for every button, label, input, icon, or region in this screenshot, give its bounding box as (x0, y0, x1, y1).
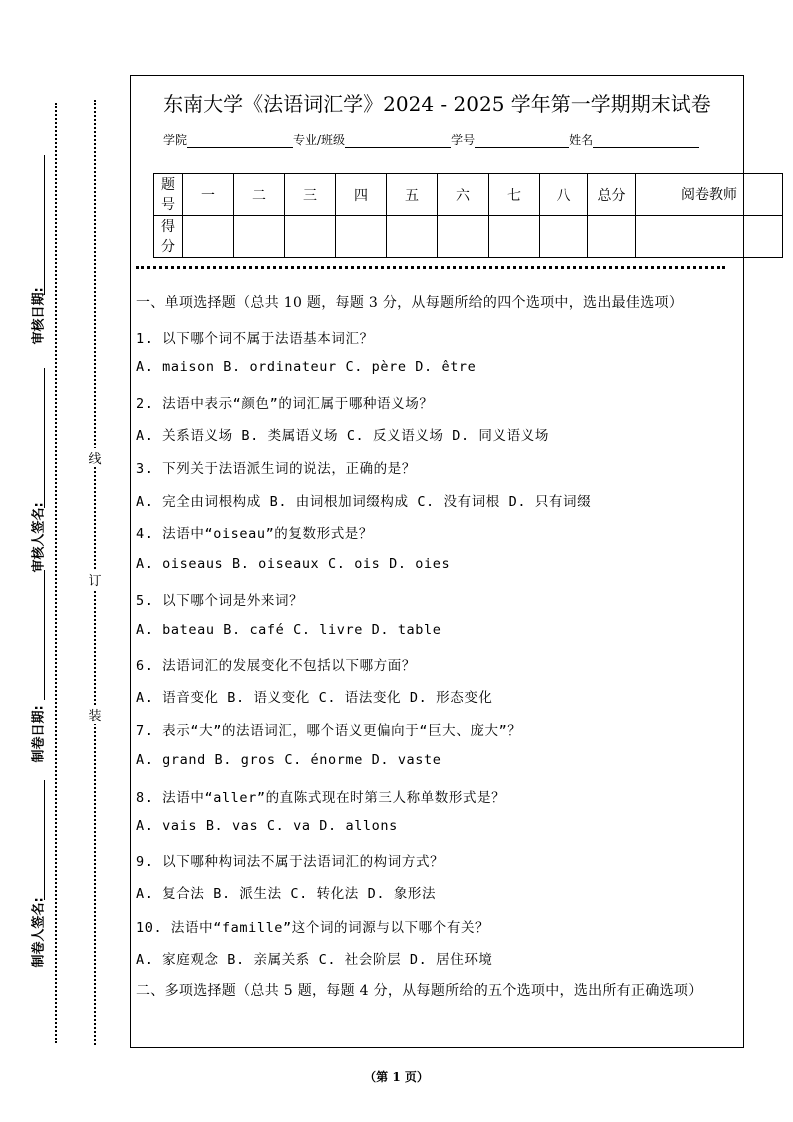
review-date-line (44, 155, 45, 295)
question-4: 4. 法语中“oiseau”的复数形式是？ (136, 526, 374, 542)
binding-char-bind: 订 (86, 570, 104, 589)
exam-date-label: 制卷日期: (31, 705, 47, 763)
question-3: 3. 下列关于法语派生词的说法，正确的是？ (136, 461, 416, 477)
section2-title: 二、多项选择题（总共 5 题，每题 4 分，从每题所给的五个选项中，选出所有正确选项） (136, 983, 703, 999)
score-cell-4[interactable] (336, 216, 387, 258)
student-id-field[interactable] (475, 133, 569, 148)
header-cell-5: 五 (387, 174, 438, 216)
student-info-row (163, 131, 699, 148)
exam-title: 东南大学《法语词汇学》2024 - 2025 学年第一学期期末试卷 (163, 92, 711, 116)
student-id-label: 学号 (451, 133, 476, 147)
college-label: 学院 (163, 133, 188, 147)
question-1-options: A. maison B. ordinateur C. père D. être (136, 359, 477, 375)
header-cell-3: 三 (285, 174, 336, 216)
row-label-question-no: 题号 (154, 174, 183, 216)
exam-date-line (44, 570, 45, 700)
college-field[interactable] (187, 133, 293, 148)
question-2: 2. 法语中表示“颜色”的词汇属于哪种语义场？ (136, 396, 434, 412)
question-3-options: A. 完全由词根构成 B. 由词根加词缀构成 C. 没有词根 D. 只有词缀 (136, 494, 592, 510)
header-cell-7: 七 (489, 174, 540, 216)
score-cell-2[interactable] (234, 216, 285, 258)
header-cell-2: 二 (234, 174, 285, 216)
maker-sign-line (44, 780, 45, 900)
question-1: 1. 以下哪个词不属于法语基本词汇？ (136, 331, 374, 347)
major-label: 专业/班级 (293, 133, 346, 147)
name-field[interactable] (593, 133, 699, 148)
name-label: 姓名 (569, 133, 594, 147)
row-label-score: 得分 (154, 216, 183, 258)
score-cell-5[interactable] (387, 216, 438, 258)
question-4-options: A. oiseaus B. oiseaux C. ois D. oies (136, 556, 451, 572)
score-cell-1[interactable] (183, 216, 234, 258)
header-cell-4: 四 (336, 174, 387, 216)
score-cell-total[interactable] (588, 216, 636, 258)
binding-dotted-line-outer (55, 103, 57, 1043)
score-cell-6[interactable] (438, 216, 489, 258)
reviewer-sign-line (44, 368, 45, 508)
review-date-label: 审核日期: (31, 287, 47, 345)
header-cell-1: 一 (183, 174, 234, 216)
header-separator (136, 266, 725, 269)
page-number: （第 1 页） (364, 1070, 429, 1084)
score-cell-8[interactable] (540, 216, 588, 258)
question-10-options: A. 家庭观念 B. 亲属关系 C. 社会阶层 D. 居住环境 (136, 952, 493, 968)
header-cell-total: 总分 (588, 174, 636, 216)
question-2-options: A. 关系语义场 B. 类属语义场 C. 反义语义场 D. 同义语义场 (136, 428, 549, 444)
question-7-options: A. grand B. gros C. énorme D. vaste (136, 752, 442, 768)
score-cell-7[interactable] (489, 216, 540, 258)
header-cell-6: 六 (438, 174, 489, 216)
question-9-options: A. 复合法 B. 派生法 C. 转化法 D. 象形法 (136, 886, 437, 902)
question-6-options: A. 语音变化 B. 语义变化 C. 语法变化 D. 形态变化 (136, 690, 493, 706)
header-cell-grader: 阅卷教师 (636, 174, 783, 216)
question-8-options: A. vais B. vas C. va D. allons (136, 818, 398, 834)
reviewer-sign-label: 审核人签名: (31, 502, 47, 573)
score-table (153, 173, 783, 258)
header-cell-8: 八 (540, 174, 588, 216)
maker-sign-label: 制卷人签名: (31, 897, 47, 968)
score-cell-grader[interactable] (636, 216, 783, 258)
binding-char-install: 装 (86, 705, 104, 724)
score-cell-3[interactable] (285, 216, 336, 258)
question-5: 5. 以下哪个词是外来词？ (136, 593, 304, 609)
question-7: 7. 表示“大”的法语词汇，哪个语义更偏向于“巨大、庞大”？ (136, 723, 522, 739)
question-5-options: A. bateau B. café C. livre D. table (136, 622, 442, 638)
binding-char-line: 线 (86, 448, 104, 467)
question-8: 8. 法语中“aller”的直陈式现在时第三人称单数形式是？ (136, 790, 506, 806)
question-9: 9. 以下哪种构词法不属于法语词汇的构词方式？ (136, 854, 445, 870)
question-10: 10. 法语中“famille”这个词的词源与以下哪个有关？ (136, 920, 490, 936)
question-6: 6. 法语词汇的发展变化不包括以下哪方面？ (136, 658, 416, 674)
major-class-field[interactable] (345, 133, 451, 148)
section1-title: 一、单项选择题（总共 10 题，每题 3 分，从每题所给的四个选项中，选出最佳选项） (136, 295, 684, 311)
